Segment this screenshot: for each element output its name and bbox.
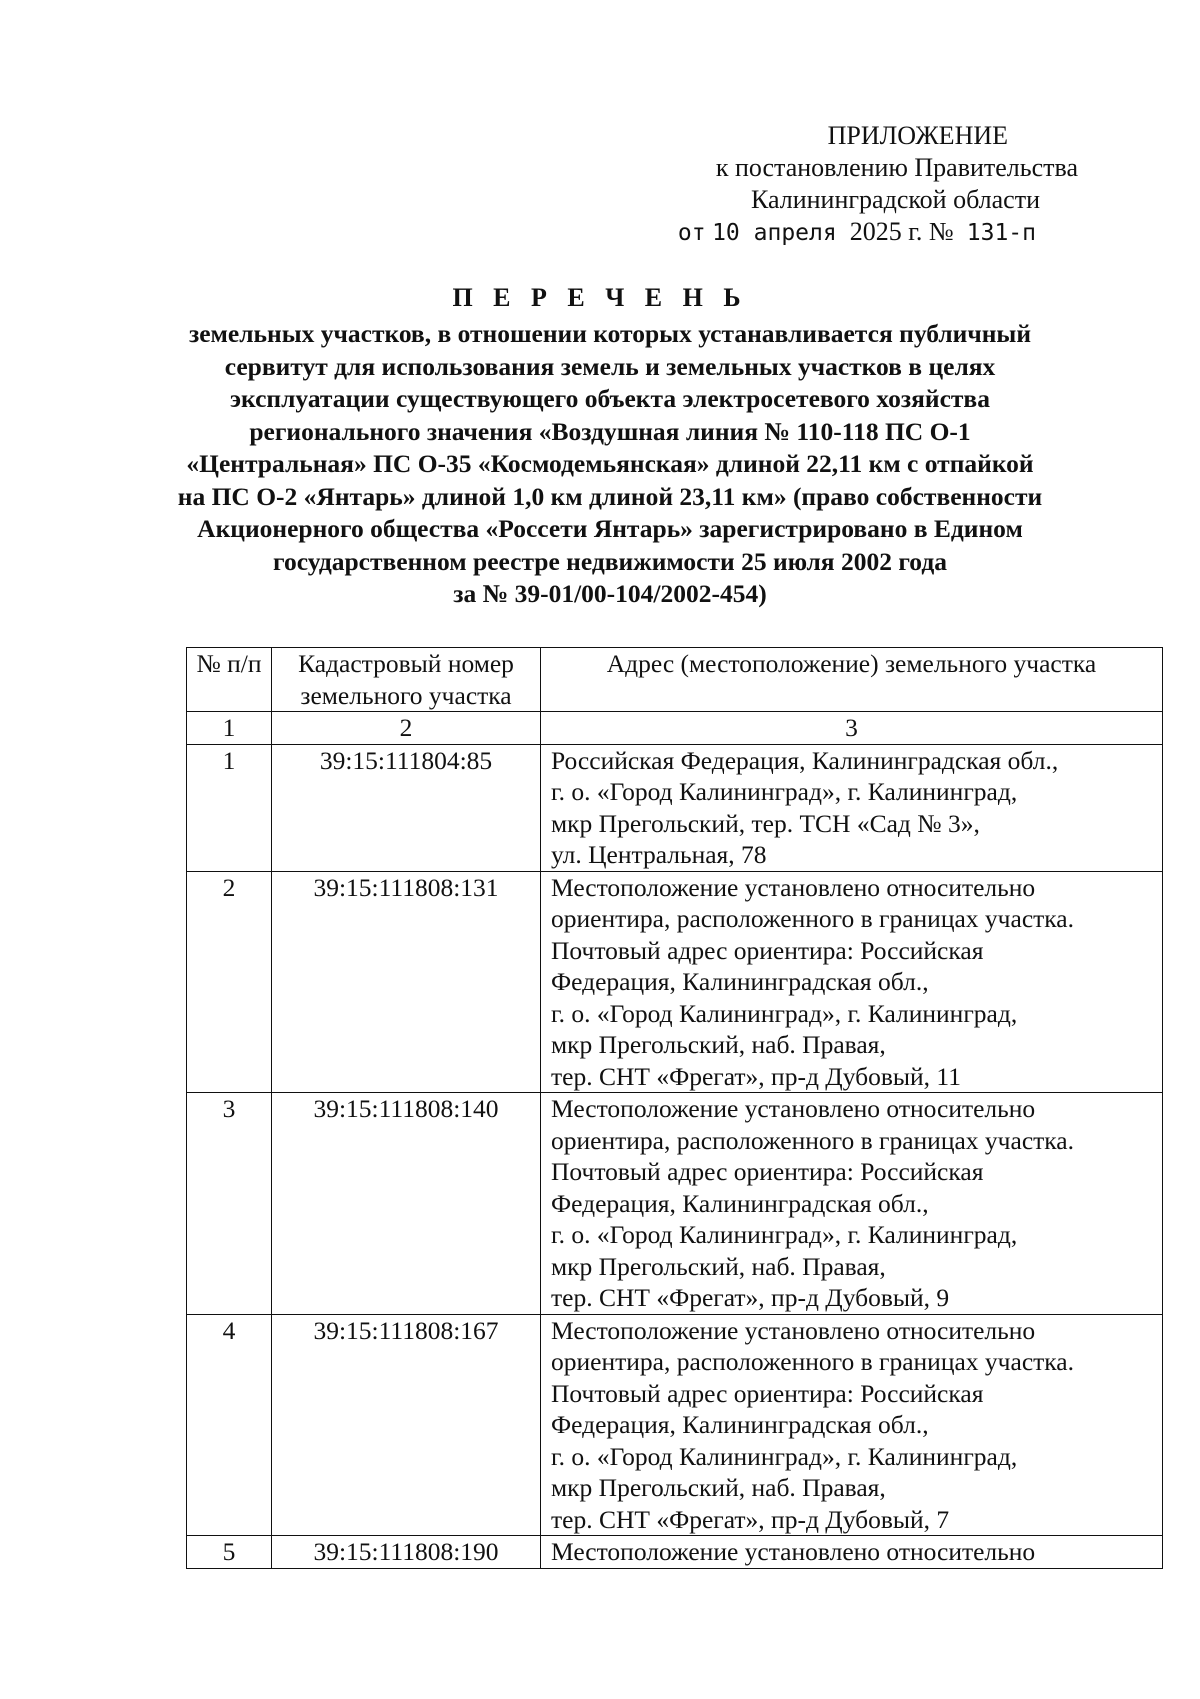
heading-line: эксплуатации существующего объекта электросетевого хозяйства — [230, 384, 990, 413]
document-heading — [140, 318, 1080, 611]
heading-line: Акционерного общества «Россети Янтарь» зарегистрировано в Едином — [197, 514, 1023, 543]
address-line: Местоположение установлено относительно — [551, 1315, 1036, 1345]
address-line: г. о. «Город Калининград», г. Калининград, — [551, 777, 1018, 806]
address-line: тер. СНТ «Фрегат», пр-д Дубовый, 7 — [551, 1504, 950, 1534]
address-line: ул. Центральная, 78 — [551, 840, 767, 869]
table-header-row — [187, 648, 1163, 712]
cadastral-number: 39:15:111804:85 — [272, 744, 541, 871]
address-line: г. о. «Город Калининград», г. Калининград, — [551, 1220, 1018, 1249]
header-cadastral: Кадастровый номер земельного участка — [272, 648, 541, 712]
table-row — [187, 1314, 1163, 1536]
address-line: Почтовый адрес ориентира: Российская — [551, 1378, 984, 1408]
document-title: П Е Р Е Ч Е Н Ь — [452, 283, 748, 312]
table-row — [187, 871, 1163, 1093]
row-number: 4 — [187, 1314, 272, 1536]
resolution-date: 10 апреля — [712, 220, 837, 246]
land-plots-table — [186, 647, 1163, 1569]
heading-line: земельных участков, в отношении которых устанавливается публичный — [188, 319, 1032, 348]
row-number: 5 — [187, 1536, 272, 1569]
address-line: Федерация, Калининградская обл., — [551, 967, 929, 996]
column-number-2: 2 — [272, 712, 541, 745]
address-line: ориентира, расположенного в границах участка. — [551, 1125, 1074, 1155]
heading-line: «Центральная» ПС О-35 «Космодемьянская» длиной 22,11 км с отпайкой — [186, 449, 1034, 478]
table-body — [187, 712, 1163, 1569]
heading-line: государственном реестре недвижимости 25 июля 2002 года — [273, 546, 947, 576]
address-line: мкр Прегольский, наб. Правая, — [551, 1473, 886, 1502]
appendix-line-resolution: к постановлению Правительства — [715, 153, 1078, 182]
column-number-1: 1 — [187, 712, 272, 745]
column-number-row — [187, 712, 1163, 745]
table-row — [187, 744, 1163, 871]
heading-line: на ПС О-2 «Янтарь» длиной 1,0 км длиной 23,11 км» (право собственности — [177, 481, 1043, 511]
heading-line: регионального значения «Воздушная линия № 110-118 ПС О-1 — [249, 416, 971, 446]
plot-address — [541, 1536, 1163, 1569]
table-row — [187, 1093, 1163, 1315]
plot-address — [541, 744, 1163, 871]
address-line: Почтовый адрес ориентира: Российская — [551, 935, 984, 965]
address-line: тер. СНТ «Фрегат», пр-д Дубовый, 9 — [551, 1283, 950, 1312]
plot-address — [541, 871, 1163, 1093]
cadastral-number: 39:15:111808:167 — [272, 1314, 541, 1536]
address-line: г. о. «Город Калининград», г. Калининград, — [551, 1441, 1018, 1471]
plot-address — [541, 1314, 1163, 1536]
appendix-title: ПРИЛОЖЕНИЕ — [827, 121, 1008, 150]
address-line: ориентира, расположенного в границах участка. — [551, 904, 1074, 933]
address-line: Местоположение установлено относительно — [551, 1537, 1036, 1566]
cadastral-number: 39:15:111808:190 — [272, 1536, 541, 1569]
table-row — [187, 1536, 1163, 1569]
header-num: № п/п — [187, 648, 272, 712]
address-line: Российская Федерация, Калининградская обл., — [551, 745, 1059, 775]
resolution-number: 131-п — [966, 220, 1036, 246]
address-line: Федерация, Калининградская обл., — [551, 1410, 929, 1439]
address-line: Местоположение установлено относительно — [551, 872, 1036, 902]
cadastral-number: 39:15:111808:140 — [272, 1093, 541, 1315]
row-number: 1 — [187, 744, 272, 871]
address-line: мкр Прегольский, тер. ТСН «Сад № 3», — [551, 808, 980, 838]
heading-line: за № 39-01/00-104/2002-454) — [453, 579, 767, 608]
resolution-year: 2025 г. № — [849, 217, 954, 246]
address-line: тер. СНТ «Фрегат», пр-д Дубовый, 11 — [551, 1061, 961, 1091]
address-line: мкр Прегольский, наб. Правая, — [551, 1251, 886, 1281]
date-prefix: от — [677, 220, 706, 246]
appendix-block — [658, 120, 1078, 249]
heading-line: сервитут для использования земель и земельных участков в целях — [224, 351, 996, 381]
row-number: 3 — [187, 1093, 272, 1315]
address-line: мкр Прегольский, наб. Правая, — [551, 1030, 886, 1059]
address-line: Федерация, Калининградская обл., — [551, 1188, 929, 1218]
cadastral-number: 39:15:111808:131 — [272, 871, 541, 1093]
column-number-3: 3 — [541, 712, 1163, 745]
appendix-line-region: Калининградской области — [750, 185, 1040, 214]
address-line: Местоположение установлено относительно — [551, 1094, 1036, 1123]
address-line: ориентира, расположенного в границах участка. — [551, 1347, 1074, 1376]
address-line: Почтовый адрес ориентира: Российская — [551, 1157, 984, 1186]
header-address: Адрес (местоположение) земельного участка — [541, 648, 1163, 712]
plot-address — [541, 1093, 1163, 1315]
address-line: г. о. «Город Калининград», г. Калининград, — [551, 998, 1018, 1028]
appendix-date-line — [658, 216, 1078, 249]
row-number: 2 — [187, 871, 272, 1093]
